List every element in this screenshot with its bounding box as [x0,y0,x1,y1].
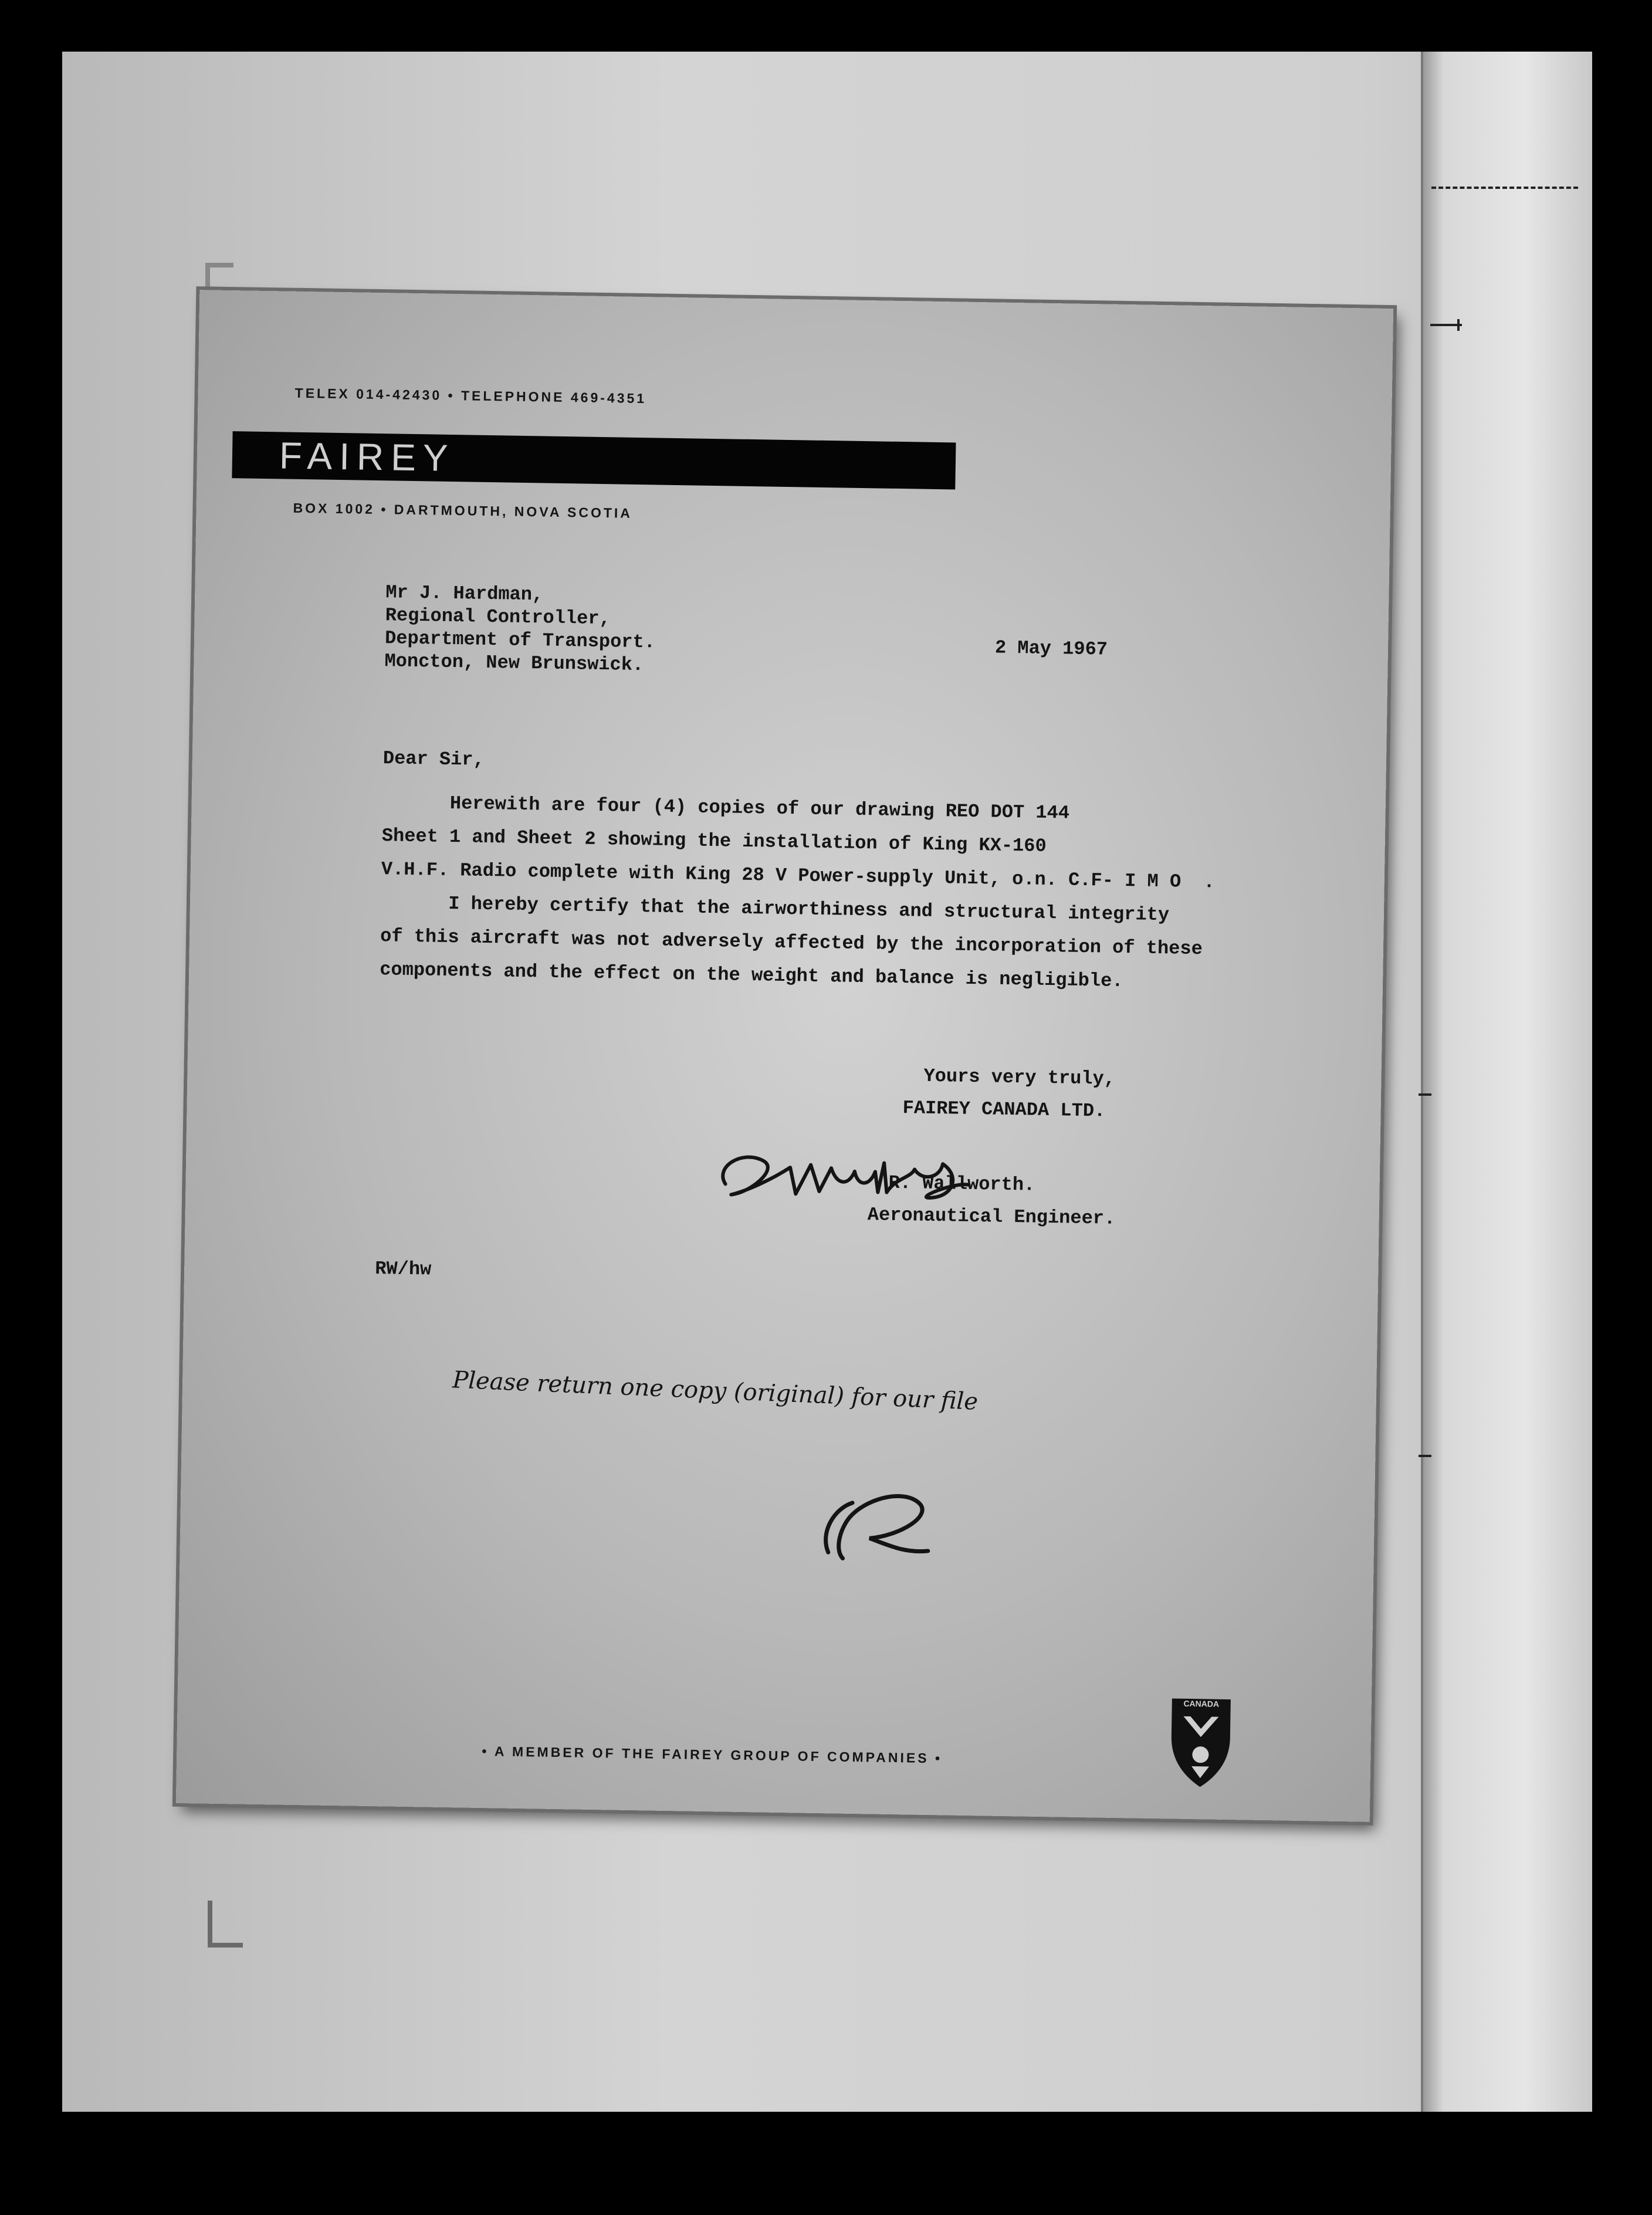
paragraph-2-line-2: of this aircraft was not adversely affected by the incorporation of these [380,925,1203,960]
company-crest-icon [1164,1689,1237,1790]
edge-tick-mark [1419,1455,1431,1457]
registration-corner-mark [205,263,233,291]
recipient-line-3: Department of Transport. [384,627,656,653]
footer-member-line: • A MEMBER OF THE FAIREY GROUP OF COMPANIES • [482,1743,943,1766]
paragraph-1-line-3: V.H.F. Radio complete with King 28 V Power-supply Unit, o.n. C.F- I M O . [381,858,1216,893]
signer-name: R. Wallworth. [888,1171,1035,1196]
handwritten-initial-mark [816,1479,935,1569]
registration-corner-mark [208,1901,243,1948]
company-address-line: BOX 1002 • DARTMOUTH, NOVA SCOTIA [293,500,633,521]
edge-tick-mark [1419,1093,1431,1096]
signature-company: FAIREY CANADA LTD. [902,1097,1106,1122]
signer-title: Aeronautical Engineer. [867,1204,1116,1230]
paragraph-1-line-1: Herewith are four (4) copies of our drawing REO DOT 144 [382,791,1070,824]
mount-edge-strip [1421,52,1592,2112]
letter-page [176,290,1393,1822]
recipient-line-2: Regional Controller, [385,604,611,630]
crest-label: CANADA [1183,1698,1220,1709]
telex-telephone-line: TELEX 014-42430 • TELEPHONE 469-4351 [294,385,647,407]
letter-date: 2 May 1967 [994,636,1108,661]
paragraph-2-line-1: I hereby certify that the airworthiness and structural integrity [380,892,1170,926]
dashed-guide-line [1431,187,1578,189]
company-logo-bar [232,431,956,489]
valediction: Yours very truly, [923,1065,1116,1090]
paragraph-1-line-2: Sheet 1 and Sheet 2 showing the installation of King KX-160 [381,825,1047,857]
handwritten-note: Please return one copy (original) for our file [452,1366,979,1415]
edge-tick-mark [1457,319,1460,331]
paragraph-2-line-3: components and the effect on the weight and balance is negligible. [379,959,1123,993]
reference-initials: RW/hw [374,1258,432,1281]
recipient-line-4: Moncton, New Brunswick. [384,650,644,676]
recipient-line-1: Mr J. Hardman, [385,581,544,606]
company-logo: FAIREY [279,434,456,480]
salutation: Dear Sir, [382,747,485,771]
